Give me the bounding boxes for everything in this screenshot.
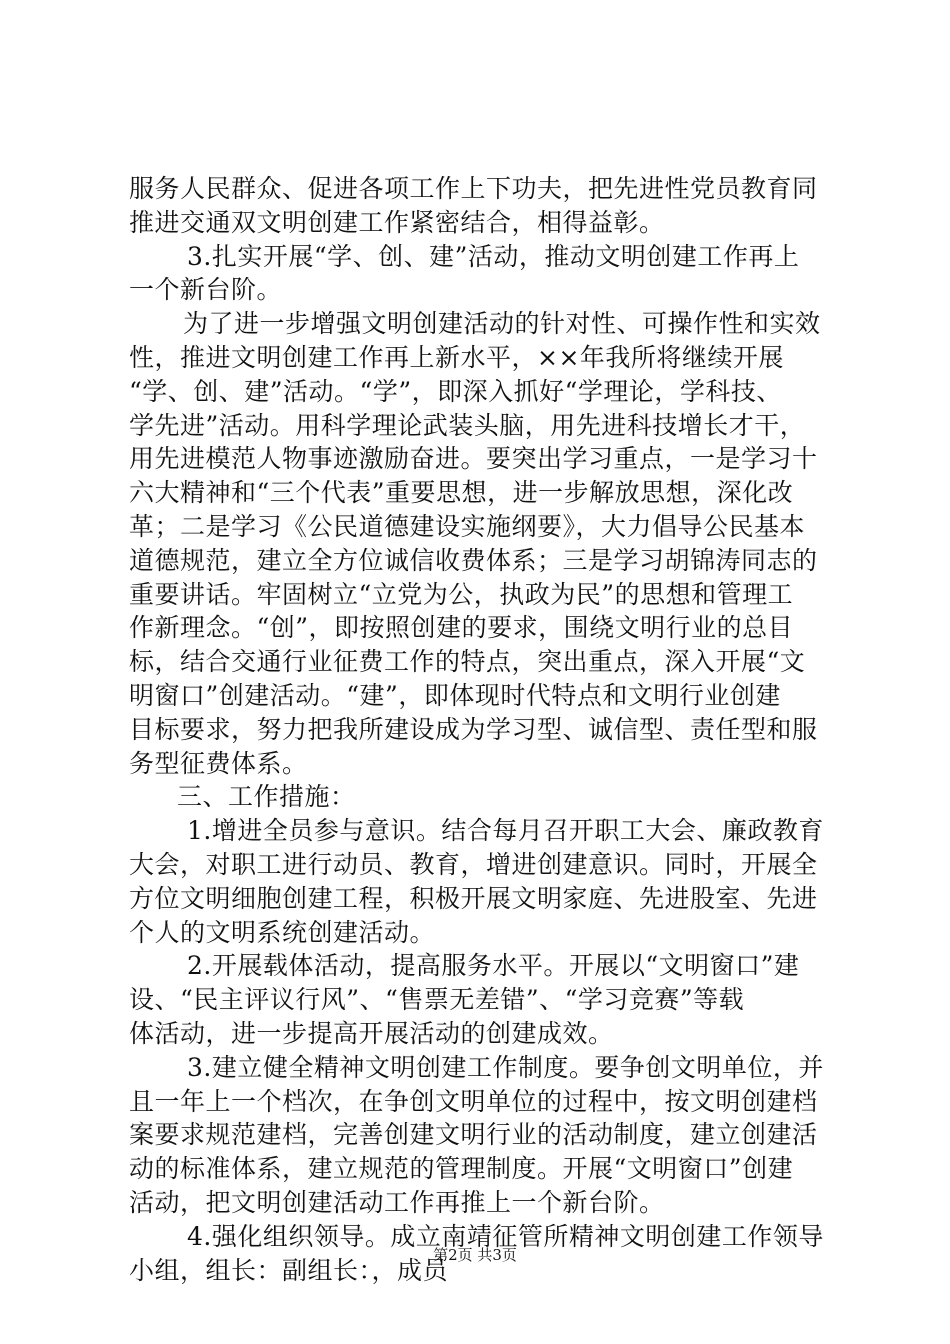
- text-line: 重要讲话。牢固树立“立党为公，执政为民”的思想和管理工: [129, 579, 794, 609]
- page-number-footer: 第2页 共3页: [433, 1246, 517, 1264]
- numbered-item-1: 1.增进全员参与意识。结合每月召开职工大会、廉政教育: [187, 816, 824, 846]
- document-body: [129, 172, 829, 1287]
- text-line: 目标要求，努力把我所建设成为学习型、诚信型、责任型和服: [129, 714, 818, 744]
- text-line: 作新理念。“创”，即按照创建的要求，围绕文明行业的总目: [129, 613, 794, 643]
- numbered-item-3-heading: 3.扎实开展“学、创、建”活动，推动文明创建工作再上: [187, 241, 800, 271]
- text-line: “学、创、建”活动。“学”，即深入抓好“学理论，学科技、: [129, 376, 782, 406]
- text-line: 个人的文明系统创建活动。: [129, 917, 436, 947]
- text-line: 服务人民群众、促进各项工作上下功夫，把先进性党员教育同: [129, 174, 818, 203]
- text-line: 方位文明细胞创建工程，积极开展文明家庭、先进股室、先进: [129, 883, 818, 913]
- text-line: 动的标准体系，建立规范的管理制度。开展“文明窗口”创建: [129, 1154, 794, 1184]
- text-line: 明窗口”创建活动。“建”，即体现时代特点和文明行业创建: [129, 680, 781, 710]
- section-heading: 三、工作措施：: [177, 782, 356, 812]
- numbered-item-2: 2.开展载体活动，提高服务水平。开展以“文明窗口”建: [187, 951, 800, 981]
- text-line: 且一年上一个档次，在争创文明单位的过程中，按文明创建档: [129, 1086, 818, 1116]
- text-line: 体活动，进一步提高开展活动的创建成效。: [129, 1018, 614, 1048]
- text-line: 用先进模范人物事迹激励奋进。要突出学习重点，一是学习十: [129, 444, 818, 474]
- text-line: 推进交通双文明创建工作紧密结合，相得益彰。: [129, 207, 665, 237]
- text-line: 革；二是学习《公民道德建设实施纲要》，大力倡导公民基本: [129, 511, 806, 541]
- text-line: 活动，把文明创建活动工作再推上一个新台阶。: [129, 1187, 665, 1217]
- text-line: 道德规范，建立全方位诚信收费体系；三是学习胡锦涛同志的: [129, 545, 818, 575]
- text-line: 六大精神和“三个代表”重要思想，进一步解放思想，深化改: [129, 478, 794, 508]
- text-line: 务型征费体系。: [129, 748, 308, 778]
- text-line: 性，推进文明创建工作再上新水平，××年我所将继续开展: [129, 342, 784, 372]
- text-line: 一个新台阶。: [129, 275, 283, 305]
- paragraph-start: 为了进一步增强文明创建活动的针对性、可操作性和实效: [183, 309, 821, 339]
- text-line: 设、“民主评议行风”、“售票无差错”、“学习竞赛”等载: [129, 985, 745, 1015]
- text-line: 标，结合交通行业征费工作的特点，突出重点，深入开展“文: [129, 647, 806, 677]
- numbered-item-4: 4.强化组织领导。成立南靖征管所精神文明创建工作领导: [187, 1221, 824, 1251]
- numbered-item-3: 3.建立健全精神文明创建工作制度。要争创文明单位，并: [187, 1052, 824, 1082]
- text-line: 学先进”活动。用科学理论武装头脑，用先进科技增长才干，: [129, 410, 806, 440]
- text-line: 大会，对职工进行动员、教育，增进创建意识。同时，开展全: [129, 849, 818, 879]
- text-line: 案要求规范建档，完善创建文明行业的活动制度，建立创建活: [129, 1120, 818, 1150]
- text-line: 小组，组长：副组长：，成员: [129, 1255, 449, 1285]
